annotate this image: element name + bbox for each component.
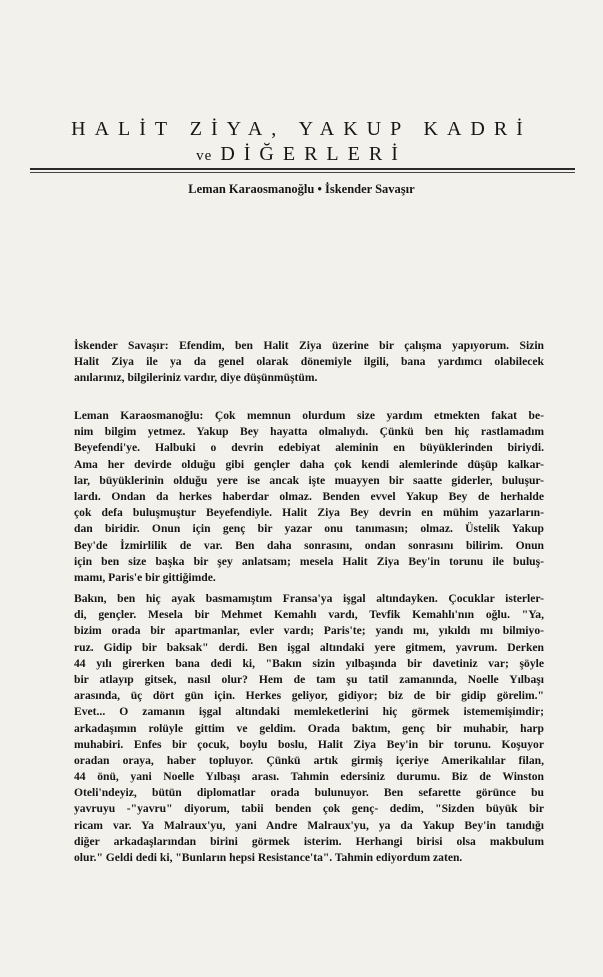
text-line: İskender Savaşır: Efendim, ben Halit Ziya üzerine bir çalışma yapıyorum. Sizin: [74, 339, 544, 352]
text-line: Halit Ziya ile ya da genel olarak dönemiyle ilgili, bana yardımcı olabilecek: [74, 355, 544, 369]
text-line: arasında, üç dört gün için. Herkes geliyor, gidiyor; biz de bir gidip görelim.": [74, 689, 544, 703]
text-line: dan biridir. Onun için genç bir yazar onu tanımasın; olmaz. Üstelik Yakup: [74, 522, 544, 536]
text-line: di, gençler. Mesela bir Mehmet Kemahlı vardı, Tevfik Kemahlı'nın oğlu. "Ya,: [74, 608, 544, 622]
text-line: Leman Karaosmanoğlu: Çok memnun olurdum size yardım etmekten fakat be-: [74, 409, 544, 422]
text-line: 44 yılı girerken bana dedi ki, "Bakın sizin yılbaşında bir davetiniz var; şöyle: [74, 656, 544, 670]
text-line: Bey'de İzmirlilik de var. Ben daha sonrasını, ondan sonrasını bilirim. Onun: [74, 538, 544, 552]
text-line: Bakın, ben hiç ayak basmamıştım Fransa'ya işgal altındayken. Çocuklar isterler-: [74, 592, 544, 605]
text-line: mamı, Paris'e bir gittiğimde.: [74, 570, 216, 584]
text-line: bizim orada bir apartmanlar, evler vardı; Paris'te; yandı mı, yıkıldı mı bilmiyo-: [74, 624, 544, 638]
article-title: HALİT ZİYA, YAKUP KADRİ: [71, 118, 532, 140]
text-line: diğer arkadaşlarından birini görmek isterim. Herhangi birisi olsa makbulum: [74, 834, 544, 848]
text-line: arkadaşımın rolüyle gittim ve geldim. Orada baktım, genç bir muhabir, harp: [74, 721, 544, 735]
text-line: Ama her devirde olduğu gibi gençler daha çok kendi alemlerinde düşüp kalkar-: [74, 457, 544, 471]
paragraph-3: [74, 591, 544, 866]
text-line: Oteli'ndeyiz, bütün diplomatlar orada bulunuyor. Ben sefarette görünce bu: [74, 786, 544, 800]
article-title-second-line: [0, 143, 603, 166]
text-line: çok defa buluşmuştur Beyefendiyle. Halit Ziya Bey devrin en mühim yazarların-: [74, 506, 544, 520]
text-line: nim bilgim yetmez. Yakup Bey hayatta olmalıydı. Çünkü ben hiç rastlamadım: [74, 425, 544, 439]
title-conjunction: ve: [196, 148, 213, 164]
paragraph-1: [74, 338, 544, 387]
text-line: lardı. Ondan da herkes haberdar olmaz. Benden evvel Yakup Bey de herhalde: [74, 489, 544, 503]
text-line: yavruyu -"yavru" diyorum, tabii benden çok genç- dedim, "Sizden büyük bir: [74, 802, 544, 816]
text-line: bir atlayıp gitsek, nasıl olur? Hem de tam şu tatil zamanında, Noelle Yılbaşı: [74, 672, 544, 686]
title-others: DİĞERLERİ: [220, 143, 407, 165]
text-line: 44 önü, yani Noelle Yılbaşı arası. Tahmin edersiniz durumu. Biz de Winston: [74, 770, 544, 784]
text-line: Evet... O zamanın işgal altındaki memleketlerini hiç görmek istememişimdir;: [74, 705, 544, 719]
text-line: için ben size başka bir şey anlatsam; mesela Halit Ziya Bey'in torunu ile buluş-: [74, 554, 544, 568]
text-line: ricam var. Ya Malraux'yu, yani Andre Malraux'yu, ya da Yakup Bey'in tanıdığı: [74, 818, 544, 832]
paragraph-2: [74, 408, 544, 586]
title-rule-thin: [30, 172, 575, 173]
text-line: anılarınız, bilgileriniz vardır, diye düşünmüştüm.: [74, 371, 318, 385]
text-line: ruz. Gidip bir baksak" derdi. Ben işgal altındaki yere gitmem, yavrum. Derken: [74, 640, 544, 654]
authors-byline: Leman Karaosmanoğlu • İskender Savaşır: [188, 182, 415, 196]
title-rule-thick: [30, 168, 575, 170]
text-line: lar, büyüklerinin olduğu yere ise ancak işte muayyen bir saatte giderler, buluşur-: [74, 473, 544, 487]
text-line: oradan oraya, haber topluyor. Çünkü artık girmiş içeriye Amerikalılar filan,: [74, 753, 544, 767]
text-line: olur." Geldi dedi ki, "Bunların hepsi Resistance'ta". Tahmin ediyordum zaten.: [74, 851, 463, 864]
text-line: Beyefendi'ye. Halbuki o devrin edebiyat aleminin en büyüklerinden biriydi.: [74, 441, 544, 455]
text-line: muhabiri. Enfes bir çocuk, boylu boslu, Halit Ziya Bey'in bir torunu. Koşuyor: [74, 737, 544, 751]
